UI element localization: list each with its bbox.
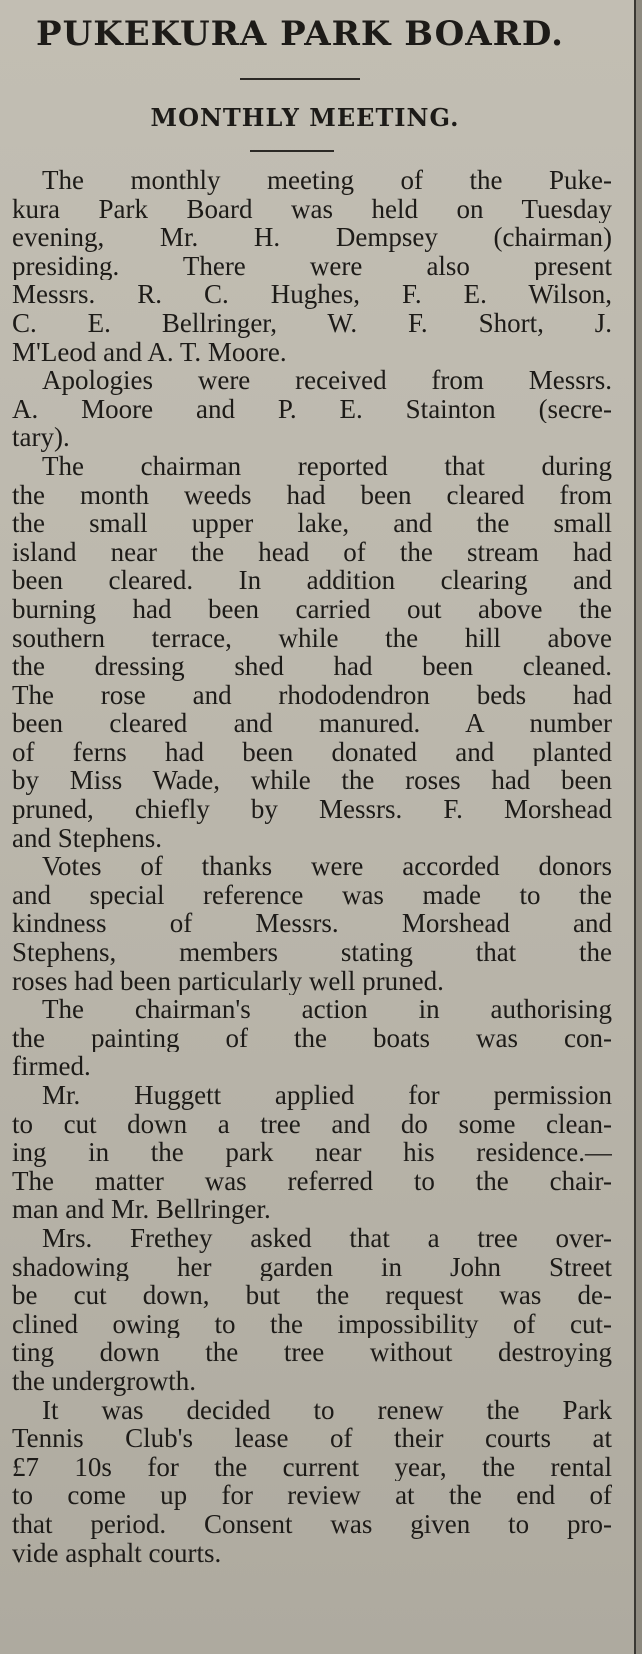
text-line: vide asphalt courts. xyxy=(12,1538,222,1568)
text-line: burning had been carried out above the xyxy=(12,594,612,624)
headline: PUKEKURA PARK BOARD. xyxy=(36,14,564,54)
text-line: The matter was referred to the chair- xyxy=(12,1166,612,1196)
article-paragraph xyxy=(12,166,612,366)
text-line: the month weeds had been cleared from xyxy=(12,480,612,510)
text-line: the painting of the boats was con- xyxy=(12,1023,612,1053)
text-line: be cut down, but the request was de- xyxy=(12,1281,612,1310)
text-line: It was decided to renew the Park xyxy=(42,1395,612,1425)
column-rule xyxy=(634,0,636,1654)
subheading-divider xyxy=(250,150,334,152)
text-line: man and Mr. Bellringer. xyxy=(12,1195,271,1224)
text-line: kindness of Messrs. Morshead and xyxy=(12,909,612,939)
text-line: Apologies were received from Messrs. xyxy=(42,366,612,395)
text-line: The monthly meeting of the Puke- xyxy=(42,166,612,195)
text-line: that period. Consent was given to pro- xyxy=(12,1509,612,1539)
article-paragraph xyxy=(12,1224,612,1396)
text-line: of ferns had been donated and planted xyxy=(12,737,612,767)
text-line: to come up for review at the end of xyxy=(12,1481,612,1510)
text-line: by Miss Wade, while the roses had been xyxy=(12,766,612,796)
text-line: evening, Mr. H. Dempsey (chairman) xyxy=(12,223,612,252)
text-line: The chairman reported that during xyxy=(42,451,612,481)
text-line: kura Park Board was held on Tuesday xyxy=(12,194,612,224)
headline-divider xyxy=(240,78,360,80)
text-line: A. Moore and P. E. Stainton (secre- xyxy=(12,394,612,424)
text-line: the small upper lake, and the small xyxy=(12,509,612,538)
text-line: Tennis Club's lease of their courts at xyxy=(12,1424,612,1453)
text-line: and special reference was made to the xyxy=(12,880,612,910)
article-paragraph xyxy=(12,852,612,995)
text-line: ing in the park near his residence.— xyxy=(12,1138,612,1167)
text-line: island near the head of the stream had xyxy=(12,537,612,567)
text-line: shadowing her garden in John Street xyxy=(12,1252,612,1282)
text-line: and Stephens. xyxy=(12,823,162,853)
text-line: £7 10s for the current year, the rental xyxy=(12,1452,612,1482)
text-line: The rose and rhododendron beds had xyxy=(12,680,612,710)
article-paragraph xyxy=(12,995,612,1081)
text-line: pruned, chiefly by Messrs. F. Morshead xyxy=(12,795,612,824)
text-line: clined owing to the impossibility of cut- xyxy=(12,1309,612,1339)
page-edge xyxy=(636,0,642,1654)
text-line: M'Leod and A. T. Moore. xyxy=(12,337,287,367)
text-line: Votes of thanks were accorded donors xyxy=(42,852,612,881)
article-paragraph xyxy=(12,1396,612,1568)
text-line: Messrs. R. C. Hughes, F. E. Wilson, xyxy=(12,280,612,309)
text-line: Mr. Huggett applied for permission xyxy=(42,1081,612,1110)
text-line: ting down the tree without destroying xyxy=(12,1338,612,1367)
text-line: the undergrowth. xyxy=(12,1366,196,1396)
article-paragraph xyxy=(12,366,612,452)
text-line: to cut down a tree and do some clean- xyxy=(12,1109,612,1139)
text-line: roses had been particularly well pruned. xyxy=(12,966,444,996)
text-line: Mrs. Frethey asked that a tree over- xyxy=(42,1223,612,1253)
text-line: been cleared. In addition clearing and xyxy=(12,566,612,595)
text-line: C. E. Bellringer, W. F. Short, J. xyxy=(12,308,612,338)
text-line: The chairman's action in authorising xyxy=(42,995,612,1024)
text-line: presiding. There were also present xyxy=(12,251,612,281)
text-line: Stephens, members stating that the xyxy=(12,938,612,967)
article-paragraph xyxy=(12,452,612,852)
article-body xyxy=(12,166,612,1567)
text-line: firmed. xyxy=(12,1052,91,1081)
text-line: the dressing shed had been cleaned. xyxy=(12,652,612,681)
article-paragraph xyxy=(12,1081,612,1224)
text-line: been cleared and manured. A number xyxy=(12,709,612,738)
subheading: MONTHLY MEETING. xyxy=(150,103,460,132)
text-line: tary). xyxy=(12,423,70,452)
text-line: southern terrace, while the hill above xyxy=(12,623,612,653)
